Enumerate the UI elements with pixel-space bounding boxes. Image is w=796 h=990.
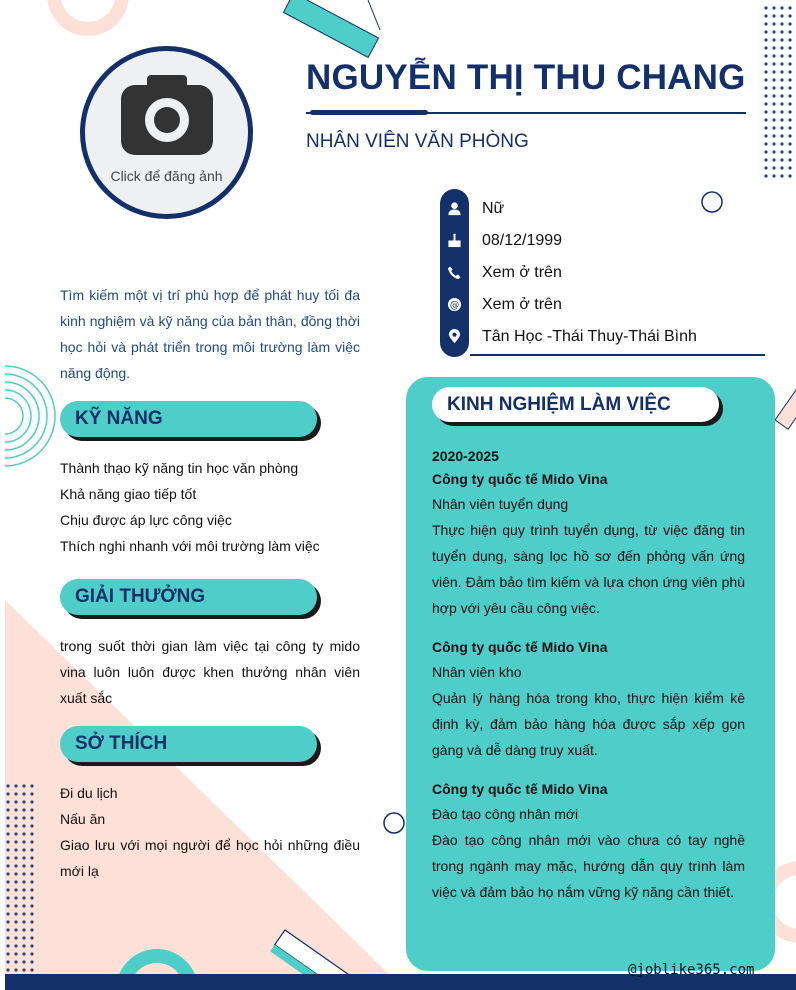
skill-item: Chịu được áp lực công việc (60, 512, 232, 528)
experience-company: Công ty quốc tế Mido Vina (432, 781, 608, 797)
birthday-cake-icon (447, 233, 462, 248)
user-icon (447, 201, 462, 216)
experience-period: 2020-2025 (432, 448, 499, 464)
hobbies-heading: SỞ THÍCH (60, 726, 317, 762)
phone-icon (447, 265, 462, 280)
name-divider-accent (310, 110, 428, 115)
skill-item: Khả năng giao tiếp tốt (60, 486, 197, 502)
experience-heading: KINH NGHIỆM LÀM VIỆC (432, 387, 719, 422)
photo-caption: Click để đăng ảnh (110, 168, 223, 184)
skills-heading: KỸ NĂNG (60, 401, 317, 437)
experience-company: Công ty quốc tế Mido Vina (432, 639, 608, 655)
phone-value[interactable]: Xem ở trên (482, 264, 562, 281)
experience-description: Đào tạo công nhân mới vào chưa có tay nghề trong ngành may mặc, hướng dẫn quy trình làm việc và đảm bảo họ nắm vững kỹ năng cần thiết. (432, 832, 745, 900)
location-icon (447, 329, 462, 344)
contact-icon-bar (440, 189, 469, 357)
experience-company: Công ty quốc tế Mido Vina (432, 471, 608, 487)
full-name: NGUYỄN THỊ THU CHANG (306, 58, 746, 97)
awards-heading: GIẢI THƯỞNG (60, 579, 317, 615)
birthday-value: 08/12/1999 (482, 232, 563, 249)
experience-role: Nhân viên tuyển dụng (432, 496, 569, 512)
svg-text:@: @ (449, 299, 460, 311)
camera-icon (117, 75, 217, 157)
contact-divider (470, 354, 765, 356)
awards-text: trong suốt thời gian làm việc tại công ty mido vina luôn luôn được khen thưởng nhân viên xuất sắc (60, 638, 360, 706)
hobby-item: Đi du lịch (60, 785, 118, 801)
profile-photo[interactable] (80, 46, 253, 219)
email-icon (447, 297, 462, 312)
gender-value: Nữ (482, 200, 505, 217)
footer-watermark: @joblike365.com (628, 962, 755, 978)
job-title: NHÂN VIÊN VĂN PHÒNG (306, 131, 529, 152)
skill-item: Thành thạo kỹ năng tin học văn phòng (60, 460, 299, 476)
experience-role: Nhân viên kho (432, 664, 522, 680)
experience-role: Đào tạo công nhân mới (432, 806, 579, 822)
skill-item: Thích nghi nhanh với môi trường làm việc (60, 538, 320, 554)
hobby-item: Nấu ăn (60, 811, 106, 827)
address-value: Tân Học -Thái Thuy-Thái Bình (482, 328, 697, 345)
experience-description: Thực hiện quy trình tuyển dụng, từ việc đăng tin tuyển dụng, sàng lọc hồ sơ đến phỏng vấn ứng viên. Đảm bảo tìm kiếm và lựa chọn ứng viên phù hợp với yêu cầu công việc. (432, 522, 745, 616)
email-value[interactable]: Xem ở trên (482, 296, 562, 313)
hobby-item: Giao lưu với mọi người để học hỏi những điều mới lạ (60, 837, 360, 879)
experience-description: Quản lý hàng hóa trong kho, thực hiện kiểm kê định kỳ, đảm bảo hàng hóa được sắp xếp gọn gàng và dễ dàng truy xuất. (432, 690, 745, 758)
career-objective: Tìm kiếm một vị trí phù hợp để phát huy tối đa kinh nghiệm và kỹ năng của bản thân, đồng thời học hỏi và phát triển trong môi trường làm việc năng động. (60, 287, 360, 381)
